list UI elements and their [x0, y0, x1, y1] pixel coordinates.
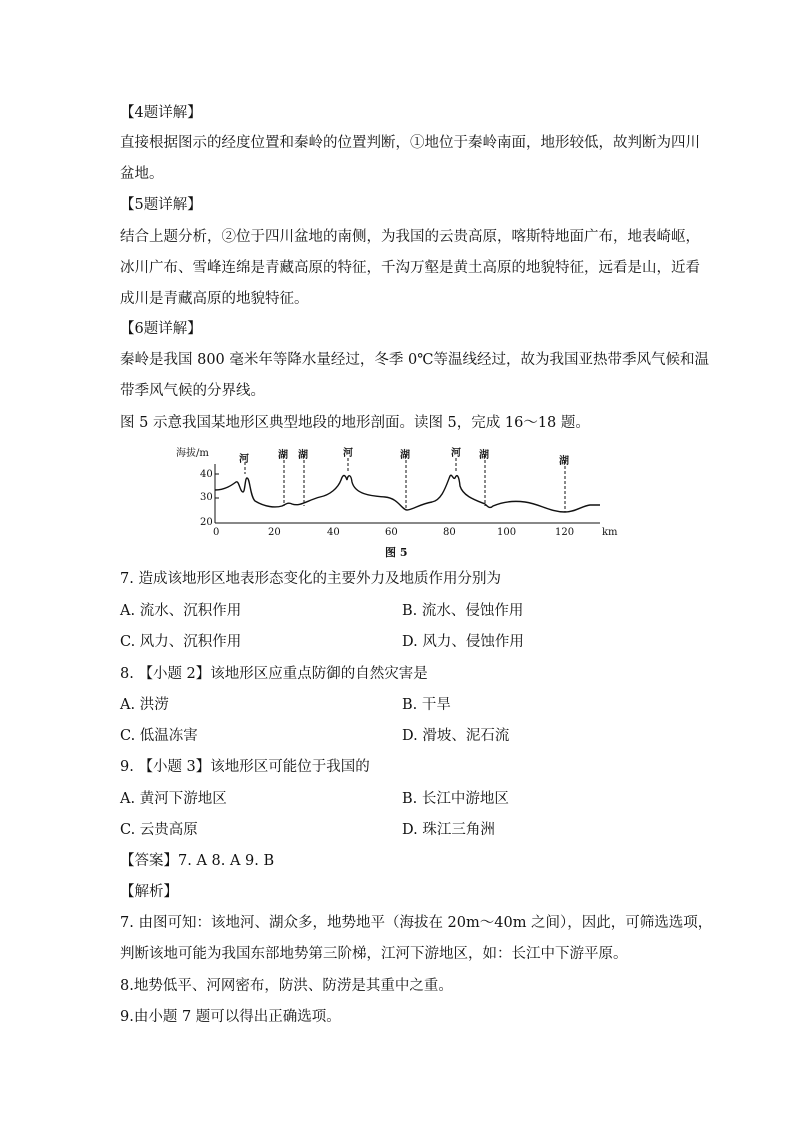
q4-header: 【4题详解】 — [120, 105, 202, 121]
q6-text-line-2: 带季风气候的分界线。 — [120, 383, 265, 399]
y-axis-label: 海拔/m — [176, 448, 209, 459]
terrain-profile-figure — [170, 440, 620, 565]
analysis-line-3: 8.地势低平、河网密布，防洪、防涝是其重中之重。 — [120, 978, 453, 994]
question-7-stem: 7. 造成该地形区地表形态变化的主要外力及地质作用分别为 — [120, 571, 501, 587]
question-9-option-c[interactable]: C. 云贵高原 — [120, 822, 198, 838]
question-8-option-b[interactable]: B. 干旱 — [402, 697, 451, 713]
q4-text-line-2: 盆地。 — [120, 166, 164, 182]
x-axis-unit: km — [602, 527, 618, 538]
question-9-option-a[interactable]: A. 黄河下游地区 — [120, 791, 227, 807]
feature-label-lake-3: 湖 — [400, 450, 410, 461]
y-tick-20: 20 — [200, 517, 213, 528]
q5-header: 【5题详解】 — [120, 197, 202, 213]
y-tick-40: 40 — [200, 469, 213, 480]
question-7-option-c[interactable]: C. 风力、沉积作用 — [120, 634, 242, 650]
q6-text-line-1: 秦岭是我国 800 毫米年等降水量经过，冬季 0℃等温线经过，故为我国亚热带季风气候和温 — [120, 352, 709, 368]
analysis-line-4: 9.由小题 7 题可以得出正确选项。 — [120, 1009, 341, 1025]
question-9-option-b[interactable]: B. 长江中游地区 — [402, 791, 509, 807]
question-9-stem: 9. 【小题 3】该地形区可能位于我国的 — [120, 759, 370, 775]
question-9-option-d[interactable]: D. 珠江三角洲 — [402, 822, 495, 838]
analysis-header: 【解析】 — [120, 884, 178, 900]
feature-label-lake-2: 湖 — [298, 450, 308, 461]
question-8-stem: 8. 【小题 2】该地形区应重点防御的自然灾害是 — [120, 666, 428, 682]
x-tick-80: 80 — [443, 527, 456, 538]
question-8-option-d[interactable]: D. 滑坡、泥石流 — [402, 728, 510, 744]
feature-label-lake-1: 湖 — [278, 450, 288, 461]
q6-header: 【6题详解】 — [120, 321, 202, 337]
feature-label-lake-5: 湖 — [559, 456, 569, 467]
feature-label-river-1: 河 — [239, 454, 249, 465]
analysis-line-2: 判断该地可能为我国东部地势第三阶梯，江河下游地区，如：长江中下游平原。 — [120, 946, 628, 962]
figure-intro: 图 5 示意我国某地形区典型地段的地形剖面。读图 5，完成 16～18 题。 — [120, 415, 590, 431]
question-7-option-b[interactable]: B. 流水、侵蚀作用 — [402, 603, 524, 619]
question-8-option-a[interactable]: A. 洪涝 — [120, 697, 169, 713]
feature-label-river-2: 河 — [343, 448, 353, 459]
figure-caption: 图 5 — [385, 546, 408, 559]
terrain-profile-line — [215, 475, 600, 512]
analysis-line-1: 7. 由图可知：该地河、湖众多，地势地平（海拔在 20m～40m 之间），因此，可筛选选项， — [120, 915, 713, 931]
question-7-option-a[interactable]: A. 流水、沉积作用 — [120, 603, 242, 619]
feature-label-river-3: 河 — [451, 448, 461, 459]
q5-text-line-2: 冰川广布、雪峰连绵是青藏高原的特征，千沟万壑是黄土高原的地貌特征，远看是山，近看 — [120, 260, 700, 276]
q5-text-line-3: 成川是青藏高原的地貌特征。 — [120, 291, 309, 307]
x-tick-100: 100 — [497, 527, 517, 538]
answer-line: 【答案】7. A 8. A 9. B — [120, 853, 275, 869]
x-tick-0: 0 — [213, 527, 220, 538]
x-tick-20: 20 — [268, 527, 281, 538]
y-tick-30: 30 — [200, 492, 213, 503]
q5-text-line-1: 结合上题分析，②位于四川盆地的南侧，为我国的云贵高原，喀斯特地面广布，地表崎岖， — [120, 229, 700, 245]
question-7-option-d[interactable]: D. 风力、侵蚀作用 — [402, 634, 524, 650]
x-tick-120: 120 — [555, 527, 575, 538]
question-8-option-c[interactable]: C. 低温冻害 — [120, 728, 198, 744]
x-tick-40: 40 — [327, 527, 340, 538]
feature-label-lake-4: 湖 — [479, 450, 489, 461]
x-tick-60: 60 — [385, 527, 398, 538]
q4-text-line-1: 直接根据图示的经度位置和秦岭的位置判断，①地位于秦岭南面，地形较低，故判断为四川 — [120, 135, 700, 151]
